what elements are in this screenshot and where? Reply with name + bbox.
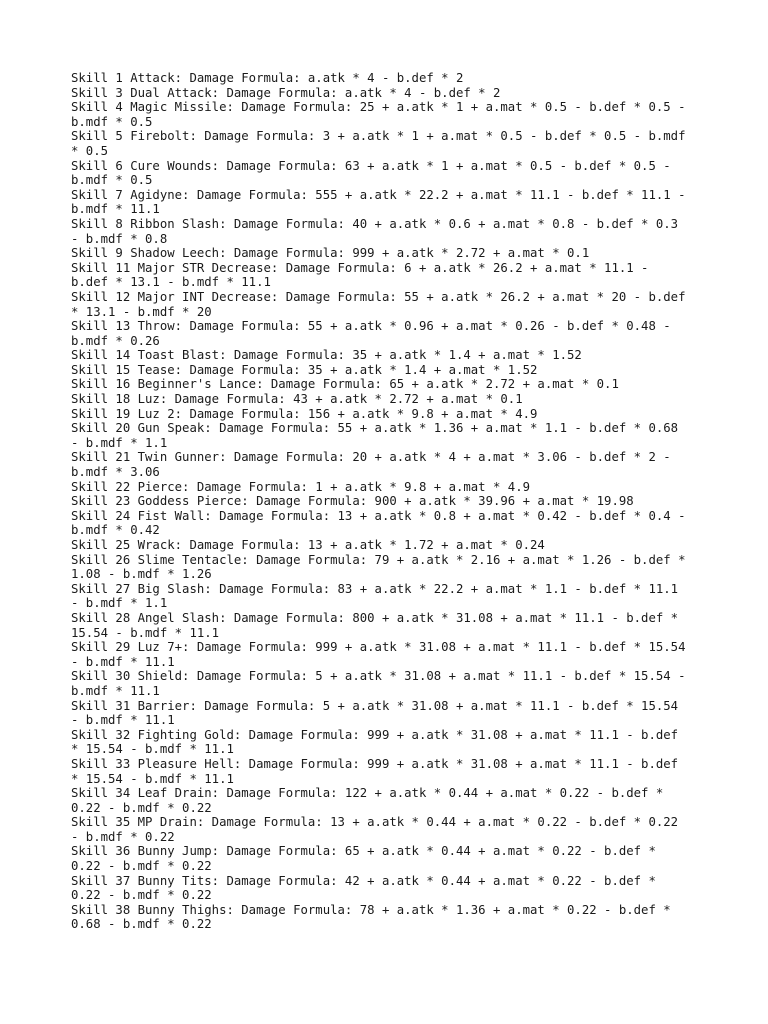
text-line: * 15.54 - b.mdf * 11.1 bbox=[71, 742, 234, 757]
text-line: Skill 38 Bunny Thighs: Damage Formula: 78 + a.atk * 1.36 + a.mat * 0.22 - b.def * bbox=[71, 902, 671, 917]
text-line: 15.54 - b.mdf * 11.1 bbox=[71, 625, 220, 640]
text-line: 0.68 - b.mdf * 0.22 bbox=[71, 917, 212, 932]
text-line: Skill 15 Tease: Damage Formula: 35 + a.atk * 1.4 + a.mat * 1.52 bbox=[71, 362, 538, 377]
text-line: Skill 29 Luz 7+: Damage Formula: 999 + a.atk * 31.08 + a.mat * 11.1 - b.def * 15.54 bbox=[71, 640, 686, 655]
text-line: Skill 33 Pleasure Hell: Damage Formula: 999 + a.atk * 31.08 + a.mat * 11.1 - b.def bbox=[71, 756, 679, 771]
text-line: Skill 7 Agidyne: Damage Formula: 555 + a.atk * 22.2 + a.mat * 11.1 - b.def * 11.1 - bbox=[71, 187, 686, 202]
text-line: 0.22 - b.mdf * 0.22 bbox=[71, 800, 212, 815]
text-line: - b.mdf * 1.1 bbox=[71, 596, 168, 611]
text-line: - b.mdf * 1.1 bbox=[71, 435, 168, 450]
text-line: 0.22 - b.mdf * 0.22 bbox=[71, 859, 212, 874]
text-line: - b.mdf * 11.1 bbox=[71, 713, 175, 728]
text-line: * 15.54 - b.mdf * 11.1 bbox=[71, 771, 234, 786]
text-line: Skill 13 Throw: Damage Formula: 55 + a.atk * 0.96 + a.mat * 0.26 - b.def * 0.48 - bbox=[71, 319, 671, 334]
text-line: Skill 31 Barrier: Damage Formula: 5 + a.atk * 31.08 + a.mat * 11.1 - b.def * 15.54 bbox=[71, 698, 679, 713]
text-line: Skill 16 Beginner's Lance: Damage Formula: 65 + a.atk * 2.72 + a.mat * 0.1 bbox=[71, 377, 619, 392]
text-line: Skill 4 Magic Missile: Damage Formula: 25 + a.atk * 1 + a.mat * 0.5 - b.def * 0.5 - bbox=[71, 100, 686, 115]
text-line: Skill 25 Wrack: Damage Formula: 13 + a.atk * 1.72 + a.mat * 0.24 bbox=[71, 538, 545, 552]
text-line: Skill 1 Attack: Damage Formula: a.atk * 4 - b.def * 2 bbox=[71, 71, 464, 85]
text-line: Skill 37 Bunny Tits: Damage Formula: 42 + a.atk * 0.44 + a.mat * 0.22 - b.def * bbox=[71, 873, 656, 888]
text-line: Skill 30 Shield: Damage Formula: 5 + a.atk * 31.08 + a.mat * 11.1 - b.def * 15.54 - bbox=[71, 669, 686, 684]
text-line: Skill 3 Dual Attack: Damage Formula: a.atk * 4 - b.def * 2 bbox=[71, 85, 501, 100]
text-line: Skill 9 Shadow Leech: Damage Formula: 999 + a.atk * 2.72 + a.mat * 0.1 bbox=[71, 246, 590, 261]
text-line: Skill 18 Luz: Damage Formula: 43 + a.atk * 2.72 + a.mat * 0.1 bbox=[71, 392, 523, 407]
text-line: b.def * 13.1 - b.mdf * 11.1 bbox=[71, 275, 271, 290]
text-line: * 0.5 bbox=[71, 143, 109, 158]
text-line: - b.mdf * 11.1 bbox=[71, 654, 175, 669]
text-line: Skill 34 Leaf Drain: Damage Formula: 122 + a.atk * 0.44 + a.mat * 0.22 - b.def * bbox=[71, 786, 664, 801]
text-line: Skill 24 Fist Wall: Damage Formula: 13 + a.atk * 0.8 + a.mat * 0.42 - b.def * 0.4 - bbox=[71, 508, 686, 523]
text-line: b.mdf * 3.06 bbox=[71, 465, 160, 480]
document-page bbox=[71, 71, 711, 932]
text-line: b.mdf * 0.42 bbox=[71, 523, 160, 538]
text-line: Skill 26 Slime Tentacle: Damage Formula: 79 + a.atk * 2.16 + a.mat * 1.26 - b.def * bbox=[71, 552, 686, 567]
text-line: Skill 20 Gun Speak: Damage Formula: 55 + a.atk * 1.36 + a.mat * 1.1 - b.def * 0.68 bbox=[71, 421, 679, 436]
text-line: Skill 35 MP Drain: Damage Formula: 13 + a.atk * 0.44 + a.mat * 0.22 - b.def * 0.22 bbox=[71, 815, 679, 830]
text-line: * 13.1 - b.mdf * 20 bbox=[71, 304, 212, 319]
text-line: b.mdf * 11.1 bbox=[71, 202, 160, 217]
text-line: b.mdf * 11.1 bbox=[71, 683, 160, 698]
text-line: b.mdf * 0.26 bbox=[71, 333, 160, 348]
text-line: Skill 32 Fighting Gold: Damage Formula: 999 + a.atk * 31.08 + a.mat * 11.1 - b.def bbox=[71, 727, 679, 742]
text-line: Skill 27 Big Slash: Damage Formula: 83 + a.atk * 22.2 + a.mat * 1.1 - b.def * 11.1 bbox=[71, 581, 679, 596]
text-line: Skill 12 Major INT Decrease: Damage Formula: 55 + a.atk * 26.2 + a.mat * 20 - b.def bbox=[71, 289, 686, 304]
text-line: - b.mdf * 0.8 bbox=[71, 231, 168, 246]
text-line: Skill 11 Major STR Decrease: Damage Formula: 6 + a.atk * 26.2 + a.mat * 11.1 - bbox=[71, 260, 649, 275]
text-line: Skill 19 Luz 2: Damage Formula: 156 + a.atk * 9.8 + a.mat * 4.9 bbox=[71, 406, 538, 421]
text-line: Skill 6 Cure Wounds: Damage Formula: 63 + a.atk * 1 + a.mat * 0.5 - b.def * 0.5 - bbox=[71, 158, 671, 173]
text-line: 0.22 - b.mdf * 0.22 bbox=[71, 888, 212, 903]
text-line: b.mdf * 0.5 bbox=[71, 114, 153, 129]
text-line: Skill 5 Firebolt: Damage Formula: 3 + a.atk * 1 + a.mat * 0.5 - b.def * 0.5 - b.mdf bbox=[71, 129, 686, 144]
text-line: Skill 28 Angel Slash: Damage Formula: 800 + a.atk * 31.08 + a.mat * 11.1 - b.def * bbox=[71, 610, 679, 625]
text-line: Skill 14 Toast Blast: Damage Formula: 35 + a.atk * 1.4 + a.mat * 1.52 bbox=[71, 348, 582, 363]
text-line: - b.mdf * 0.22 bbox=[71, 829, 175, 844]
text-line: b.mdf * 0.5 bbox=[71, 173, 153, 188]
text-line: Skill 8 Ribbon Slash: Damage Formula: 40 + a.atk * 0.6 + a.mat * 0.8 - b.def * 0.3 bbox=[71, 216, 679, 231]
text-line: Skill 22 Pierce: Damage Formula: 1 + a.atk * 9.8 + a.mat * 4.9 bbox=[71, 479, 531, 494]
text-line: Skill 23 Goddess Pierce: Damage Formula: 900 + a.atk * 39.96 + a.mat * 19.98 bbox=[71, 494, 634, 509]
text-line: Skill 36 Bunny Jump: Damage Formula: 65 + a.atk * 0.44 + a.mat * 0.22 - b.def * bbox=[71, 844, 656, 859]
text-line: Skill 21 Twin Gunner: Damage Formula: 20 + a.atk * 4 + a.mat * 3.06 - b.def * 2 - bbox=[71, 450, 671, 465]
text-line: 1.08 - b.mdf * 1.26 bbox=[71, 567, 212, 582]
